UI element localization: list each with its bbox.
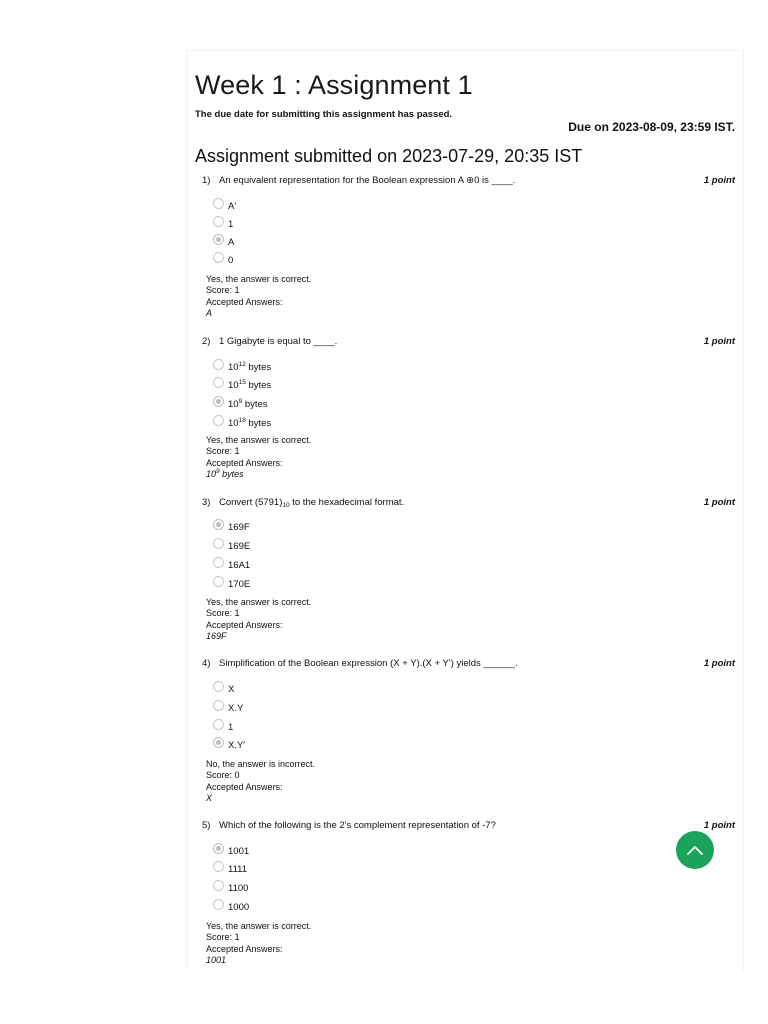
- radio-button-selected[interactable]: [213, 519, 224, 530]
- radio-button[interactable]: [213, 377, 224, 388]
- radio-button[interactable]: [213, 216, 224, 227]
- radio-button-selected[interactable]: [213, 737, 224, 748]
- question-points: 1 point: [703, 497, 735, 508]
- due-passed-notice: The due date for submitting this assignment has passed.: [195, 109, 453, 120]
- score-text: Score: 1: [206, 284, 240, 295]
- answer-feedback: [206, 921, 311, 965]
- question-text: 4) Simplification of the Boolean expression (X + Y).(X + Y') yields ______.: [202, 658, 518, 669]
- radio-button[interactable]: [213, 415, 224, 426]
- accepted-answers-label: Accepted Answers:: [206, 620, 283, 630]
- accepted-answer: 169F: [206, 630, 227, 641]
- result-text: Yes, the answer is correct.: [206, 921, 312, 931]
- question-text: 2) 1 Gigabyte is equal to ____.: [202, 336, 338, 347]
- radio-button[interactable]: [213, 880, 224, 891]
- radio-button[interactable]: [213, 538, 224, 549]
- accepted-answers-label: Accepted Answers:: [206, 458, 283, 468]
- radio-button-selected[interactable]: [213, 234, 224, 245]
- result-text: Yes, the answer is correct.: [206, 274, 312, 284]
- score-text: Score: 1: [206, 607, 240, 618]
- radio-button[interactable]: [213, 719, 224, 730]
- radio-button[interactable]: [213, 861, 224, 872]
- answer-feedback: [206, 759, 315, 803]
- score-text: Score: 1: [206, 931, 240, 942]
- radio-button-selected[interactable]: [213, 843, 224, 854]
- question-points: 1 point: [703, 820, 735, 831]
- radio-button[interactable]: [213, 557, 224, 568]
- accepted-answer: A: [206, 307, 213, 318]
- assignment-card: [186, 50, 744, 971]
- answer-feedback: [206, 435, 311, 479]
- answer-feedback: [206, 274, 311, 318]
- radio-button-selected[interactable]: [213, 396, 224, 407]
- score-text: Score: 1: [206, 445, 240, 456]
- accepted-answers-label: Accepted Answers:: [206, 944, 283, 954]
- score-text: Score: 0: [206, 769, 240, 780]
- question-points: 1 point: [703, 658, 735, 669]
- accepted-answer: X: [206, 792, 213, 803]
- accepted-answers-label: Accepted Answers:: [206, 782, 283, 792]
- radio-button[interactable]: [213, 899, 224, 910]
- radio-button[interactable]: [213, 700, 224, 711]
- radio-button[interactable]: [213, 681, 224, 692]
- accepted-answer: 1001: [206, 954, 227, 965]
- scroll-to-top-button[interactable]: [676, 831, 714, 869]
- result-text: Yes, the answer is correct.: [206, 435, 312, 445]
- due-date: Due on 2023-08-09, 23:59 IST.: [568, 120, 735, 134]
- accepted-answer: $10^9$ bytes: [206, 467, 244, 479]
- result-text: Yes, the answer is correct.: [206, 597, 312, 607]
- radio-button[interactable]: [213, 198, 224, 209]
- question-text: 1) An equivalent representation for the Boolean expression A ⊕0 is ____.: [202, 175, 516, 186]
- radio-button[interactable]: [213, 359, 224, 370]
- answer-feedback: [206, 597, 311, 641]
- question-points: 1 point: [703, 336, 735, 347]
- radio-button[interactable]: [213, 576, 224, 587]
- accepted-answers-label: Accepted Answers:: [206, 297, 283, 307]
- result-text: No, the answer is incorrect.: [206, 759, 316, 769]
- question-points: 1 point: [703, 175, 735, 186]
- question-text: 3) Convert $(5791)_{10}$ to the hexadecimal format.: [202, 497, 405, 509]
- submission-status: Assignment submitted on 2023-07-29, 20:35 IST: [195, 146, 583, 166]
- radio-button[interactable]: [213, 252, 224, 263]
- page-title: Week 1 : Assignment 1: [195, 70, 473, 100]
- question-text: 5) Which of the following is the 2's complement representation of -7?: [202, 820, 496, 831]
- chevron-up-icon: [686, 844, 704, 856]
